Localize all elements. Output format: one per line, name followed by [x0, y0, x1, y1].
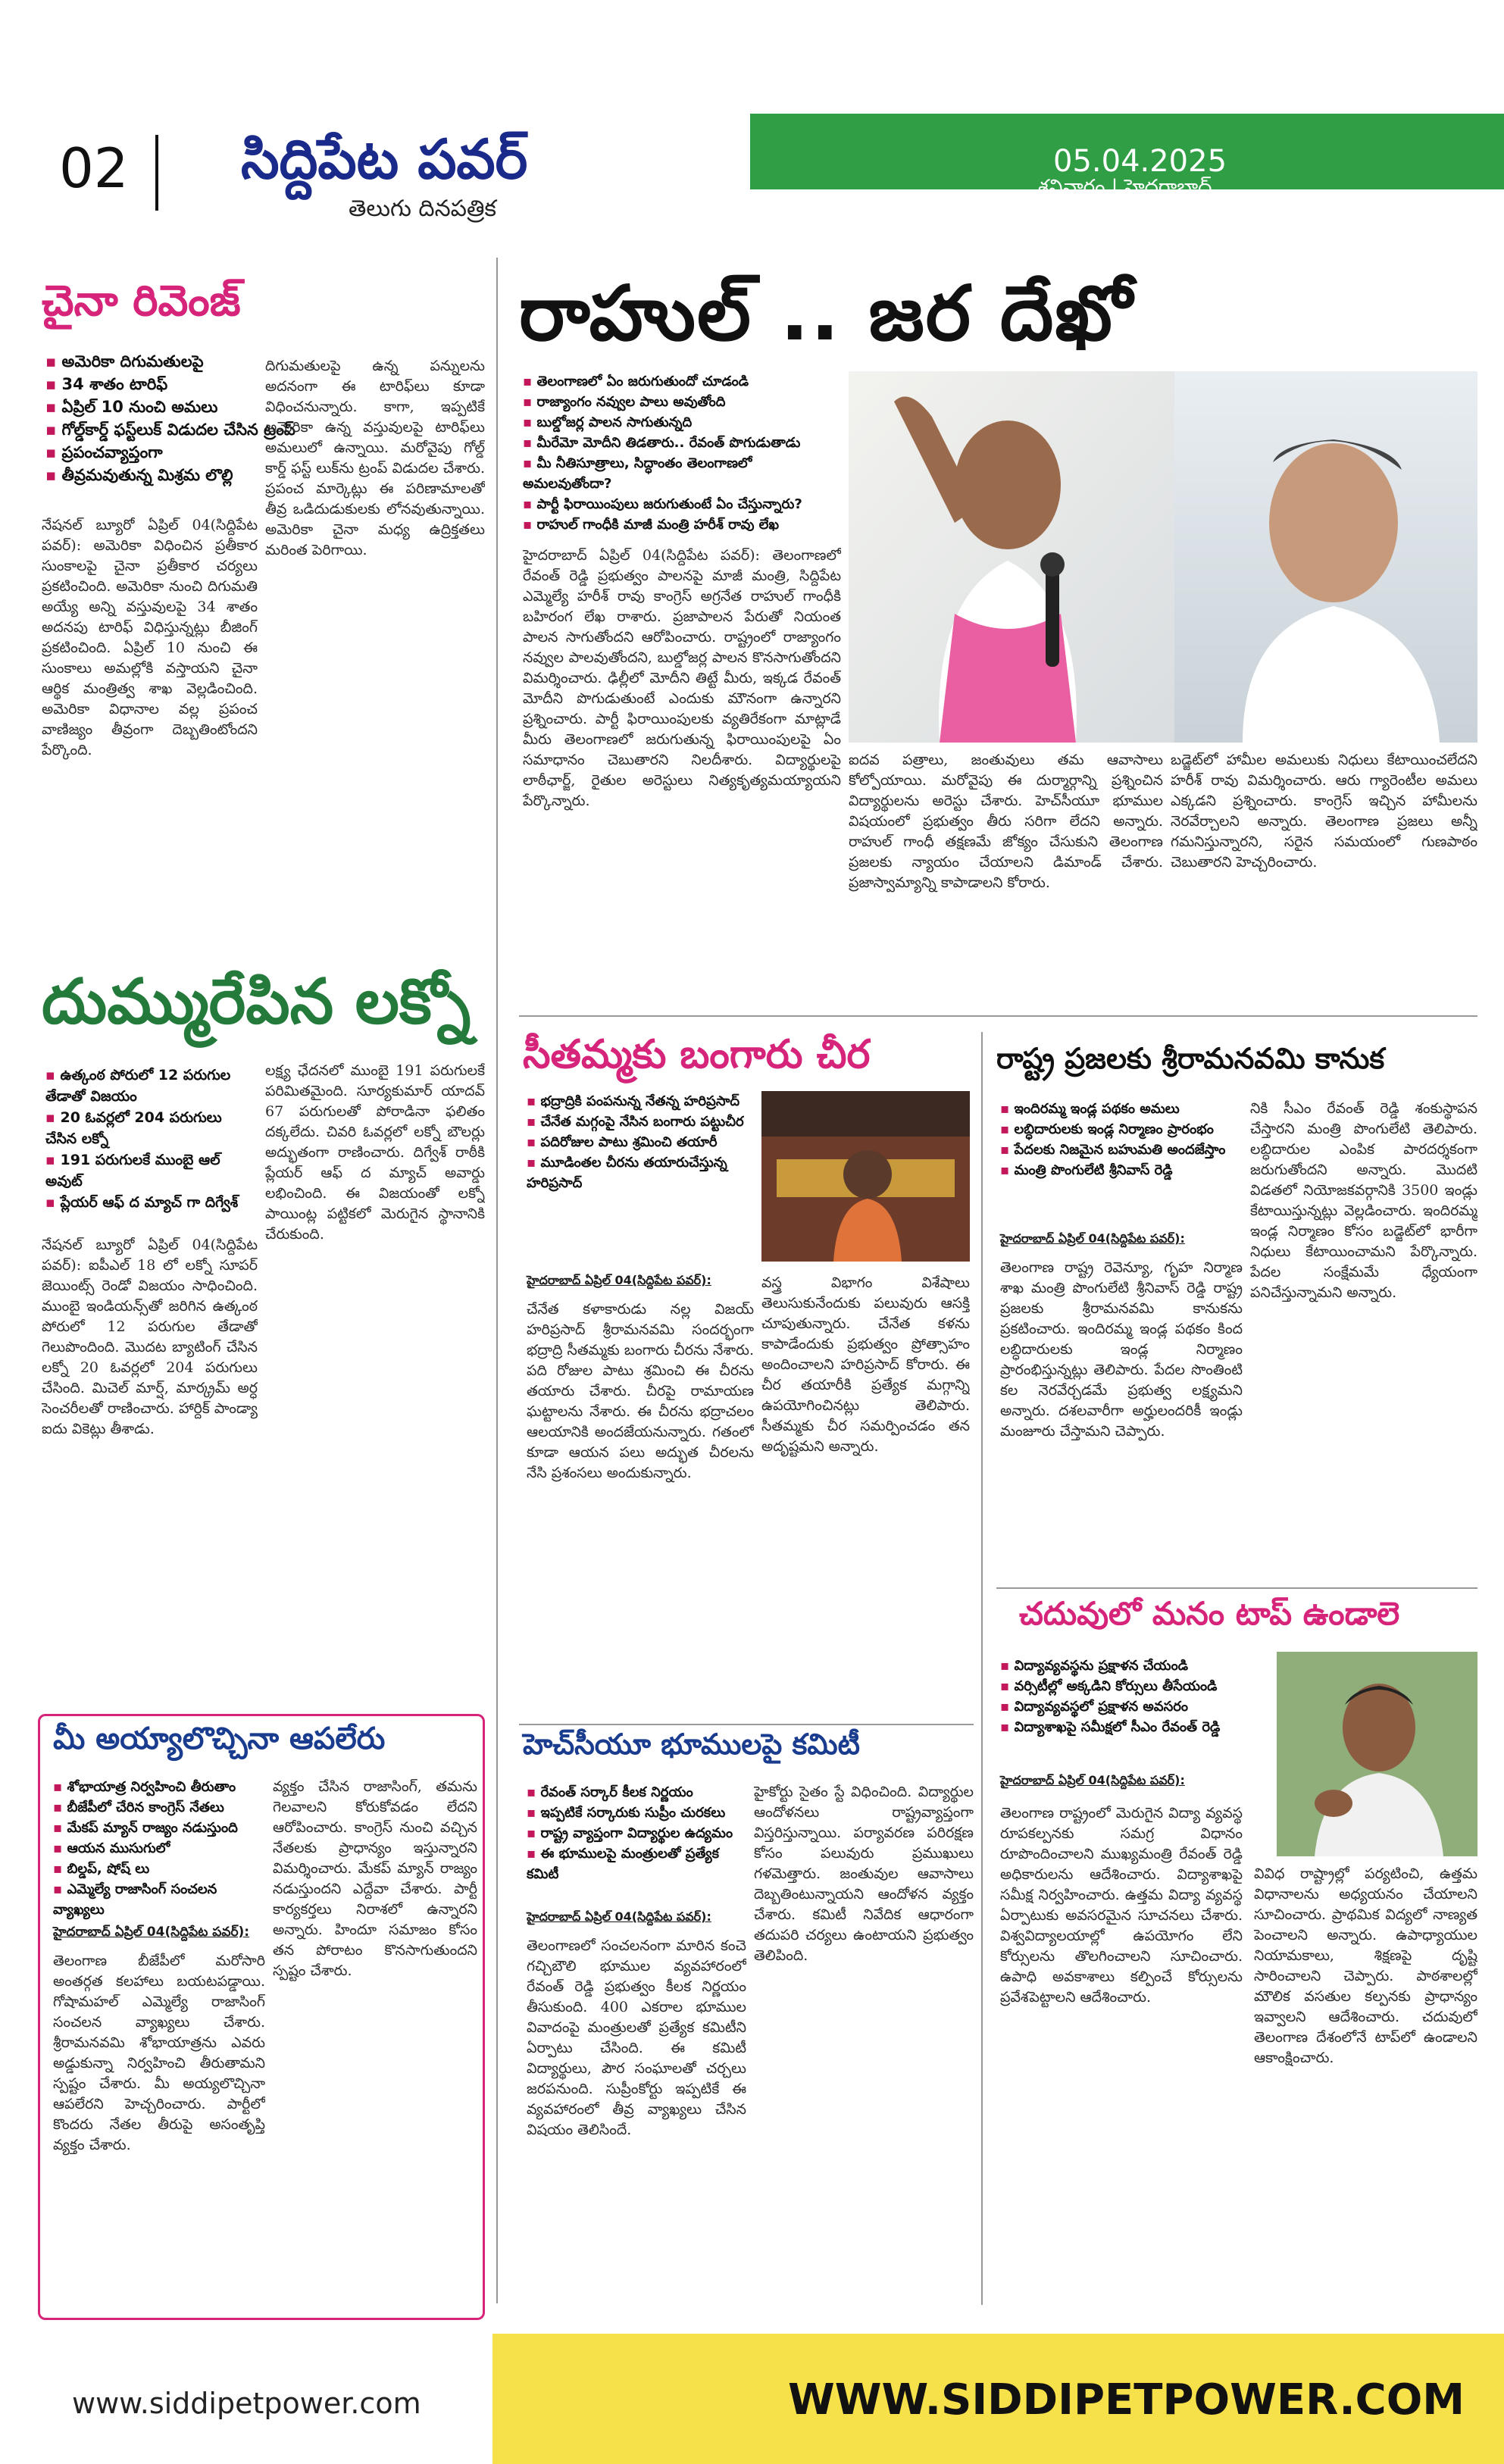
headline-education: చదువులో మనం టాప్ ఉండాలె — [1019, 1595, 1400, 1632]
headline-rahul: రాహుల్ .. జర దేఖో — [519, 269, 1134, 358]
bullet-item: ▪ మీరేమో మోదీని తిడతారు.. రేవంత్ పొగుడుతాడు — [523, 433, 841, 453]
bullet-item: ▪ తీవ్రమవుతున్న మిశ్రమ లొల్లి — [45, 464, 477, 486]
headline-china: చైనా రివెంజ్ — [42, 277, 241, 326]
column-divider — [981, 1032, 983, 2305]
issue-dateline: శనివారం | హైదరాబాద్ — [1038, 176, 1212, 199]
china-body-col2: దిగుమతులపై ఉన్న పన్నులను అదనంగా ఈ టారిఫ్‌లు కూడా విధించనున్నారు. కాగా, ఇప్పటికే అమెరికా ఉన్న వస్తువులపై టారిఫ్‌లు అమలులో ఉన్నాయి. మరోవైపు గోల్డ్ కార్డ్ ఫస్ట్ లుక్‌ను ట్రంప్ విడుదల చేశారు. ప్రపంచ మార్కెట్లు ఈ పరిణామాలతో తీవ్ర ఒడిదుడుకులకు లోనవుతున్నాయి. అమెరికా చైనా మధ్య ఉద్రిక్తతలు మరింత పెరిగాయి. — [265, 358, 485, 558]
education-body-col1: తెలంగాణ రాష్ట్రంలో మెరుగైన విద్యా వ్యవస్థ రూపకల్పనకు సమగ్ర విధానం రూపొందించాలని ముఖ్యమంత్రి రేవంత్ రెడ్డి అధికారులను ఆదేశించారు. విద్యాశాఖపై సమీక్ష నిర్వహించారు. ఉత్తమ విద్యా వ్యవస్థ ఏర్పాటుకు అవసరమైన సూచనలు చేశారు. విశ్వవిద్యాలయాల్లో ఉపయోగం లేని కోర్సులను తొలగించాలని సూచించారు. ఉపాధి అవకాశాలు కల్పించే కోర్సులను ప్రవేశపెట్టాలని ఆదేశించారు. — [1000, 1805, 1243, 2006]
bullet-item: ▪ ఏప్రిల్ 10 నుంచి అమలు — [45, 396, 477, 418]
cm-photo — [1277, 1652, 1477, 1856]
bullet-item: ▪ 191 పరుగులకే ముంబై ఆల్ అవుట్ — [45, 1149, 258, 1192]
bullet-item: ▪ ఎమ్మెల్యే రాజాసింగ్ సంచలన వ్యాఖ్యలు — [53, 1879, 265, 1920]
bullet-item: ▪ మేకప్ మ్యాన్ రాజ్యం నడుస్తుంది — [53, 1818, 265, 1838]
photo-illustration — [849, 371, 1477, 743]
column-divider — [496, 258, 498, 2303]
newspaper-subtitle: తెలుగు దినపత్రిక — [349, 195, 497, 222]
section-divider — [519, 1015, 1477, 1017]
lucknow-body-col2: లక్ష్య ఛేదనలో ముంబై 191 పరుగులకే పరిమితమైంది. సూర్యకుమార్ యాదవ్ 67 పరుగులతో పోరాడినా ఫలితం దక్కలేదు. చివరి ఓవర్లలో లక్నో బౌలర్లు అద్భుతంగా రాణించారు. దిగ్వేశ్ రాఠీకి ప్లేయర్ ఆఫ్ ద మ్యాచ్ అవార్డు లభించింది. ఈ విజయంతో లక్నో పాయింట్ల పట్టికలో మెరుగైన స్థానానికి చేరుకుంది. — [265, 1062, 485, 1243]
lucknow-body-col1: నేషనల్ బ్యూరో ఏప్రిల్ 04(సిద్దిపేట పవర్): ఐపీఎల్ 18 లో లక్నో సూపర్ జెయింట్స్ రెండో విజయం సాధించింది. ముంబై ఇండియన్స్‌తో జరిగిన ఉత్కంఠ పోరులో 12 పరుగుల తేడాతో గెలుపొందింది. మొదట బ్యాటింగ్ చేసిన లక్నో 20 ఓవర్లలో 204 పరుగులు చేసింది. మిచెల్ మార్ష్, మార్క్రమ్ అర్ధ సెంచరీలతో రాణించారు. హార్దిక్ పాండ్యా ఐదు వికెట్లు తీశాడు. — [42, 1237, 258, 1437]
newspaper-logo: సిద్దిపేట పవర్ — [241, 127, 528, 191]
hcu-body-col2: హైకోర్టు సైతం స్టే విధించింది. విద్యార్థుల ఆందోళనలు రాష్ట్రవ్యాప్తంగా విస్తరిస్తున్నాయి. పర్యావరణ పరిరక్షణ కోసం పలువురు ప్రముఖులు గళమెత్తారు. జంతువుల ఆవాసాలు దెబ్బతింటున్నాయని ఆందోళన వ్యక్తం చేశారు. కమిటీ నివేదిక ఆధారంగా తదుపరి చర్యలు ఉంటాయని ప్రభుత్వం తెలిపింది. — [754, 1784, 974, 1964]
masthead-divider — [155, 135, 158, 211]
bullet-item: ▪ పార్టీ ఫిరాయింపులు జరుగుతుంటే ఏం చేస్తున్నారు? — [523, 494, 841, 514]
footer-website-large[interactable]: WWW.SIDDIPETPOWER.COM — [788, 2375, 1465, 2425]
issue-date: 05.04.2025 — [1053, 144, 1227, 179]
photo-illustration — [1277, 1652, 1477, 1856]
bullet-item: ▪ రాజ్యాంగం నవ్వుల పాలు అవుతోంది — [523, 392, 841, 412]
ayyalu-bullets — [53, 1777, 265, 1920]
ayyalu-body-col2: వ్యక్తం చేసిన రాజాసింగ్, తమను గెలవాలని కోరుకోవడం లేదని ఆరోపించారు. కాంగ్రెస్ నుంచి వచ్చిన నేతలకు ప్రాధాన్యం ఇస్తున్నారని విమర్శించారు. మేకప్ మ్యాన్ రాజ్యం నడుస్తుందని ఎద్దేవా చేశారు. పార్టీ కార్యకర్తలు నిరాశలో ఉన్నారని అన్నారు. హిందూ సమాజం కోసం తన పోరాటం కొనసాగుతుందని స్పష్టం చేశారు. — [273, 1778, 477, 1979]
rahul-bullets — [523, 371, 841, 535]
bullet-item: ▪ చేనేత మగ్గంపై నేసిన బంగారు పట్టుచీర — [527, 1112, 754, 1132]
bullet-item: ▪ విద్యావ్యవస్థను ప్రక్షాళన చేయండి — [1000, 1656, 1258, 1676]
lucknow-bullets — [45, 1065, 258, 1213]
harish-rahul-photo — [849, 371, 1477, 743]
bullet-item: ▪ బుల్డోజర్ల పాలన సాగుతున్నది — [523, 412, 841, 433]
bullet-item: ▪ బిల్డప్, షోష్ లు — [53, 1859, 265, 1879]
bullet-item: ▪ మంత్రి పొంగులేటి శ్రీనివాస్ రెడ్డి — [1000, 1160, 1243, 1180]
navami-bullets — [1000, 1099, 1243, 1180]
seetha-body-col1: చేనేత కళాకారుడు నల్ల విజయ్ హరిప్రసాద్ శ్రీరామనవమి సందర్భంగా భద్రాద్రి సీతమ్మకు బంగారు చీరను నేశారు. పది రోజుల పాటు శ్రమించి ఈ చీరను తయారు చేశారు. చీరపై రామాయణ ఘట్టాలను నేశారు. ఈ చీరను భద్రాచలం ఆలయానికి అందజేయనున్నారు. గతంలో కూడా ఆయన పలు అద్భుత చీరలను నేసి ప్రశంసలు అందుకున్నారు. — [527, 1301, 754, 1481]
rahul-body-col3: బడ్జెట్‌లో హామీల అమలుకు నిధులు కేటాయించలేదని హరీశ్ రావు విమర్శించారు. ఆరు గ్యారెంటీల అమలు ఎక్కడని ప్రశ్నించారు. కాంగ్రెస్ ఇచ్చిన హామీలను నెరవేర్చాలని అన్నారు. తెలంగాణ ప్రజలు అన్నీ గమనిస్తున్నారని, సరైన సమయంలో గుణపాఠం చెబుతారని హెచ్చరించారు. — [1171, 752, 1477, 871]
headline-lucknow: దుమ్మురేపిన లక్నో — [42, 966, 471, 1038]
hcu-body-col1: తెలంగాణలో సంచలనంగా మారిన కంచె గచ్చిబౌలి భూముల వ్యవహారంలో రేవంత్ రెడ్డి ప్రభుత్వం కీలక నిర్ణయం తీసుకుంది. 400 ఎకరాల భూముల వివాదంపై మంత్రులతో ప్రత్యేక కమిటీని ఏర్పాటు చేసింది. ఈ కమిటీ విద్యార్థులు, పౌర సంఘాలతో చర్చలు జరపనుంది. సుప్రీంకోర్టు ఇప్పటికే ఈ వ్యవహారంలో తీవ్ర వ్యాఖ్యలు చేసిన విషయం తెలిసిందే. — [527, 1937, 746, 2138]
bullet-item: ▪ గోల్డ్‌కార్డ్ ఫస్ట్‌లుక్ విడుదల చేసిన ట్రంప్ — [45, 418, 477, 441]
bullet-item: ▪ భద్రాద్రికి పంపనున్న నేతన్న హరిప్రసాద్ — [527, 1091, 754, 1112]
photo-illustration — [761, 1091, 970, 1262]
bullet-item: ▪ మూడింతల చీరను తయారుచేస్తున్న హరిప్రసాద్ — [527, 1152, 754, 1193]
bullet-item: ▪ ఉత్కంఠ పోరులో 12 పరుగుల తేడాతో విజయం — [45, 1065, 258, 1107]
seetha-bullets — [527, 1091, 754, 1193]
footer-website-small[interactable]: www.siddipetpower.com — [72, 2387, 421, 2420]
bullet-item: ▪ ఇప్పటికే సర్కారుకు సుప్రీం చురకలు — [527, 1803, 746, 1823]
bullet-item: ▪ మీ నీతిసూత్రాలు, సిద్ధాంతం తెలంగాణలో అమలవుతోందా? — [523, 453, 841, 494]
bullet-item: ▪ ఆయన ముసుగులో — [53, 1838, 265, 1859]
bullet-item: ▪ లబ్ధిదారులకు ఇండ్ల నిర్మాణం ప్రారంభం — [1000, 1119, 1243, 1140]
bullet-item: ▪ పదిరోజుల పాటు శ్రమించి తయారీ — [527, 1132, 754, 1152]
education-body-col2: వివిధ రాష్ట్రాల్లో పర్యటించి, ఉత్తమ విధానాలను అధ్యయనం చేయాలని సూచించారు. ప్రాథమిక విద్యలో నాణ్యత పెంచాలని అన్నారు. ఉపాధ్యాయుల నియామకాలు, శిక్షణపై దృష్టి సారించాలని చెప్పారు. పాఠశాలల్లో మౌలిక వసతుల కల్పనకు ప్రాధాన్యం ఇవ్వాలని ఆదేశించారు. చదువులో తెలంగాణ దేశంలోనే టాప్‌లో ఉండాలని ఆకాంక్షించారు. — [1254, 1865, 1477, 2066]
bullet-item: ▪ విద్యాశాఖపై సమీక్షలో సీఎం రేవంత్ రెడ్డి — [1000, 1717, 1258, 1737]
bullet-item: ▪ అమెరికా దిగుమతులపై — [45, 350, 477, 373]
headline-hcu: హెచ్‌సీయూ భూములపై కమిటీ — [523, 1728, 860, 1761]
ayyalu-dateline: హైదరాబాద్ ఏప్రిల్ 04(సిద్దిపేట పవర్): — [53, 1925, 250, 1940]
bullet-item: ▪ రాష్ట్ర వ్యాప్తంగా విద్యార్థుల ఉద్యమం — [527, 1823, 746, 1843]
headline-ayyalu: మీ అయ్యాలొచ్చినా ఆపలేరు — [53, 1721, 386, 1756]
hcu-bullets — [527, 1782, 746, 1884]
page-number: 02 — [59, 136, 129, 200]
headline-navami: రాష్ట్ర ప్రజలకు శ్రీరామనవమి కానుక — [996, 1042, 1385, 1075]
bullet-item: ▪ పేదలకు నిజమైన బహుమతి అందజేస్తాం — [1000, 1140, 1243, 1160]
china-body-col1: నేషనల్ బ్యూరో ఏప్రిల్ 04(సిద్దిపేట పవర్): అమెరికా విధించిన ప్రతీకార సుంకాలపై చైనా ప్రతీకార చర్యలు ప్రకటించింది. అమెరికా నుంచి దిగుమతి అయ్యే అన్ని వస్తువులపై 34 శాతం అదనపు టారిఫ్ విధిస్తున్నట్లు బీజింగ్ ప్రకటించింది. ఏప్రిల్ 10 నుంచి ఈ సుంకాలు అమల్లోకి వస్తాయని చైనా ఆర్థిక మంత్రిత్వ శాఖ వెల్లడించింది. అమెరికా విధానాల వల్ల ప్రపంచ వాణిజ్యం తీవ్రంగా దెబ్బతింటోందని పేర్కొంది. — [42, 517, 258, 758]
bullet-item: ▪ రేవంత్ సర్కార్ కీలక నిర్ణయం — [527, 1782, 746, 1803]
ayyalu-body-col1: తెలంగాణ బీజేపీలో మరోసారి అంతర్గత కలహాలు బయటపడ్డాయి. గోషామహల్ ఎమ్మెల్యే రాజాసింగ్ సంచలన వ్యాఖ్యలు చేశారు. శ్రీరామనవమి శోభాయాత్రను ఎవరు అడ్డుకున్నా నిర్వహించి తీరుతామని స్పష్టం చేశారు. మీ అయ్యలొచ్చినా ఆపలేరని హెచ్చరించారు. పార్టీలో కొందరు నేతల తీరుపై అసంతృప్తి వ్యక్తం చేశారు. — [53, 1953, 265, 2153]
bullet-item: ▪ ప్రపంచవ్యాప్తంగా — [45, 441, 477, 464]
education-dateline: హైదరాబాద్ ఏప్రిల్ 04(సిద్దిపేట పవర్): — [1000, 1773, 1185, 1787]
navami-dateline: హైదరాబాద్ ఏప్రిల్ 04(సిద్దిపేట పవర్): — [1000, 1231, 1185, 1246]
navami-body-col2: నికి సీఎం రేవంత్ రెడ్డి శంకుస్థాపన చేస్తారని మంత్రి పొంగులేటి తెలిపారు. లబ్ధిదారుల ఎంపిక పారదర్శకంగా జరుగుతోందని అన్నారు. మొదటి విడతలో నియోజకవర్గానికి 3500 ఇండ్లు కేటాయిస్తున్నట్లు వెల్లడించారు. ఇందిరమ్మ ఇండ్ల నిర్మాణం కోసం బడ్జెట్‌లో భారీగా నిధులు కేటాయించామని పేర్కొన్నారు. పేదల సంక్షేమమే ధ్యేయంగా పనిచేస్తున్నామని అన్నారు. — [1250, 1100, 1477, 1301]
bullet-item: ▪ 20 ఓవర్లలో 204 పరుగులు చేసిన లక్నో — [45, 1107, 258, 1149]
seetha-dateline: హైదరాబాద్ ఏప్రిల్ 04(సిద్దిపేట పవర్): — [527, 1273, 711, 1287]
rahul-body-col2: ఐదవ పత్రాలు, జంతువులు తమ ఆవాసాలు కోల్పోయాయి. మరోవైపు ఈ దుర్మార్గాన్ని ప్రశ్నించిన విద్యార్థులను అరెస్టు చేశారు. హెచ్‌సీయూ భూముల విషయంలో ప్రభుత్వం తీరు సరిగా లేదని అన్నారు. రాహుల్ గాంధీ తక్షణమే జోక్యం చేసుకుని తెలంగాణ ప్రజలకు న్యాయం చేయాలని డిమాండ్ చేశారు. ప్రజాస్వామ్యాన్ని కాపాడాలని కోరారు. — [849, 752, 1163, 891]
bullet-item: ▪ వర్సిటీల్లో అక్కడిని కోర్సులు తీసేయండి — [1000, 1676, 1258, 1696]
bullet-item: ▪ 34 శాతం టారిఫ్ — [45, 373, 477, 396]
headline-seetha: సీతమ్మకు బంగారు చీర — [523, 1032, 871, 1077]
bullet-item: ▪ ఈ భూములపై మంత్రులతో ప్రత్యేక కమిటీ — [527, 1843, 746, 1884]
bullet-item: ▪ ప్లేయర్ ఆఫ్ ద మ్యాచ్ గా దిగ్వేశ్ — [45, 1192, 258, 1213]
education-bullets — [1000, 1656, 1258, 1737]
rahul-body-col1: హైదరాబాద్ ఏప్రిల్ 04(సిద్దిపేట పవర్): తెలంగాణలో రేవంత్ రెడ్డి ప్రభుత్వం పాలనపై మాజీ మంత్రి, సిద్దిపేట ఎమ్మెల్యే హరీశ్ రావు కాంగ్రెస్ అగ్రనేత రాహుల్ గాంధీకి బహిరంగ లేఖ రాశారు. ప్రజాపాలన పేరుతో నియంత పాలన సాగుతోందని ఆరోపించారు. రాష్ట్రంలో రాజ్యాంగం నవ్వుల పాలవుతోందని, బుల్డోజర్ల పాలన కొనసాగుతోందని విమర్శించారు. ఢిల్లీలో మోదీని తిట్టే మీరు, ఇక్కడ రేవంత్ మోదీని పొగుడుతుంటే ఎందుకు మౌనంగా ఉన్నారని ప్రశ్నించారు. పార్టీ ఫిరాయింపులకు వ్యతిరేకంగా మాట్లాడే మీరు తెలంగాణలో జరుగుతున్న ఫిరాయింపులపై ఏం సమాధానం చెబుతారని నిలదీశారు. విద్యార్థులపై లాఠీఛార్జ్, రైతుల అరెస్టులు నిత్యకృత్యమయ్యాయని పేర్కొన్నారు. — [523, 547, 841, 809]
bullet-item: ▪ రాహుల్ గాంధీకి మాజీ మంత్రి హరీశ్ రావు లేఖ — [523, 514, 841, 535]
weaver-photo — [761, 1091, 970, 1262]
section-divider — [996, 1587, 1477, 1589]
bullet-item: ▪ శోభాయాత్ర నిర్వహించి తీరుతాం — [53, 1777, 265, 1797]
seetha-body-col2: వస్త్ర విభాగం విశేషాలు తెలుసుకునేందుకు పలువురు ఆసక్తి చూపుతున్నారు. చేనేత కళను కాపాడేందుకు ప్రభుత్వం ప్రోత్సాహం అందించాలని హరిప్రసాద్ కోరారు. ఈ చీర తయారీకి ప్రత్యేక మగ్గాన్ని ఉపయోగించినట్లు తెలిపారు. సీతమ్మకు చీర సమర్పించడం తన అదృష్టమని అన్నారు. — [761, 1274, 970, 1455]
bullet-item: ▪ తెలంగాణలో ఏం జరుగుతుందో చూడండి — [523, 371, 841, 392]
bullet-item: ▪ బీజేపీలో చేరిన కాంగ్రెస్ నేతలు — [53, 1797, 265, 1818]
bullet-item: ▪ ఇందిరమ్మ ఇండ్ల పథకం అమలు — [1000, 1099, 1243, 1119]
hcu-dateline: హైదరాబాద్ ఏప్రిల్ 04(సిద్దిపేట పవర్): — [527, 1909, 711, 1924]
navami-body-col1: తెలంగాణ రాష్ట్ర రెవెన్యూ, గృహ నిర్మాణ శాఖ మంత్రి పొంగులేటి శ్రీనివాస్ రెడ్డి రాష్ట్ర ప్రజలకు శ్రీరామనవమి కానుకను ప్రకటించారు. ఇందిరమ్మ ఇండ్ల పథకం కింద లబ్ధిదారులకు ఇండ్ల నిర్మాణం ప్రారంభిస్తున్నట్లు తెలిపారు. పేదల సొంతింటి కల నెరవేర్చడమే ప్రభుత్వ లక్ష్యమని అన్నారు. దశలవారీగా అర్హులందరికీ ఇండ్లు మంజూరు చేస్తామని చెప్పారు. — [1000, 1259, 1243, 1440]
bullet-item: ▪ విద్యావ్యవస్థలో ప్రక్షాళన అవసరం — [1000, 1696, 1258, 1717]
section-divider — [519, 1724, 974, 1725]
